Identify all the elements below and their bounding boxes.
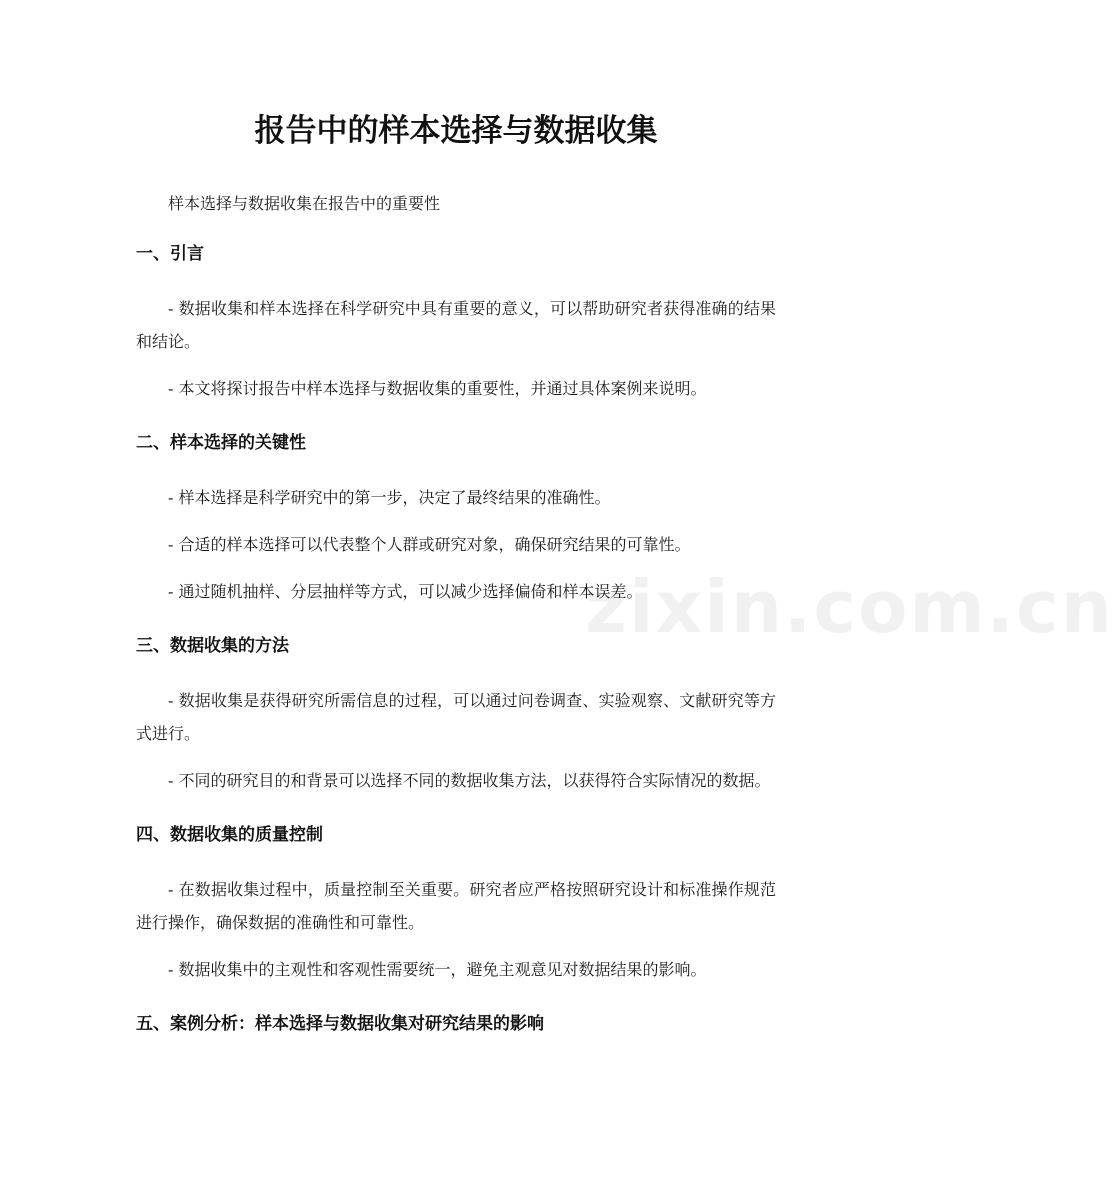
section-paragraph: - 数据收集中的主观性和客观性需要统一，避免主观意见对数据结果的影响。 [168, 960, 707, 979]
section-data-collection-methods [136, 634, 776, 797]
section-paragraph: - 不同的研究目的和背景可以选择不同的数据收集方法，以获得符合实际情况的数据。 [168, 771, 771, 790]
section-sample-selection [136, 431, 776, 608]
section-heading: 一、引言 [136, 244, 204, 264]
section-heading: 三、数据收集的方法 [136, 636, 289, 656]
section-paragraph: - 样本选择是科学研究中的第一步，决定了最终结果的准确性。 [168, 488, 611, 507]
section-paragraph: - 数据收集和样本选择在科学研究中具有重要的意义，可以帮助研究者获得准确的结果和结论。 [136, 299, 776, 351]
document-body [136, 108, 776, 1062]
section-paragraph: - 合适的样本选择可以代表整个人群或研究对象，确保研究结果的可靠性。 [168, 535, 691, 554]
section-paragraph: - 通过随机抽样、分层抽样等方式，可以减少选择偏倚和样本误差。 [168, 582, 643, 601]
section-introduction [136, 242, 776, 405]
section-paragraph: - 在数据收集过程中，质量控制至关重要。研究者应严格按照研究设计和标准操作规范进行操作，确保数据的准确性和可靠性。 [136, 880, 776, 932]
section-heading: 五、案例分析：样本选择与数据收集对研究结果的影响 [136, 1014, 544, 1034]
section-paragraph: - 数据收集是获得研究所需信息的过程，可以通过问卷调查、实验观察、文献研究等方式进行。 [136, 691, 776, 743]
section-heading: 二、样本选择的关键性 [136, 433, 306, 453]
page-title: 报告中的样本选择与数据收集 [254, 113, 658, 149]
section-heading: 四、数据收集的质量控制 [136, 825, 323, 845]
section-case-analysis [136, 1012, 776, 1036]
section-quality-control [136, 823, 776, 986]
section-paragraph: - 本文将探讨报告中样本选择与数据收集的重要性，并通过具体案例来说明。 [168, 379, 707, 398]
watermark: zixin.com.cn [585, 565, 1114, 649]
document-subtitle: 样本选择与数据收集在报告中的重要性 [168, 194, 441, 213]
